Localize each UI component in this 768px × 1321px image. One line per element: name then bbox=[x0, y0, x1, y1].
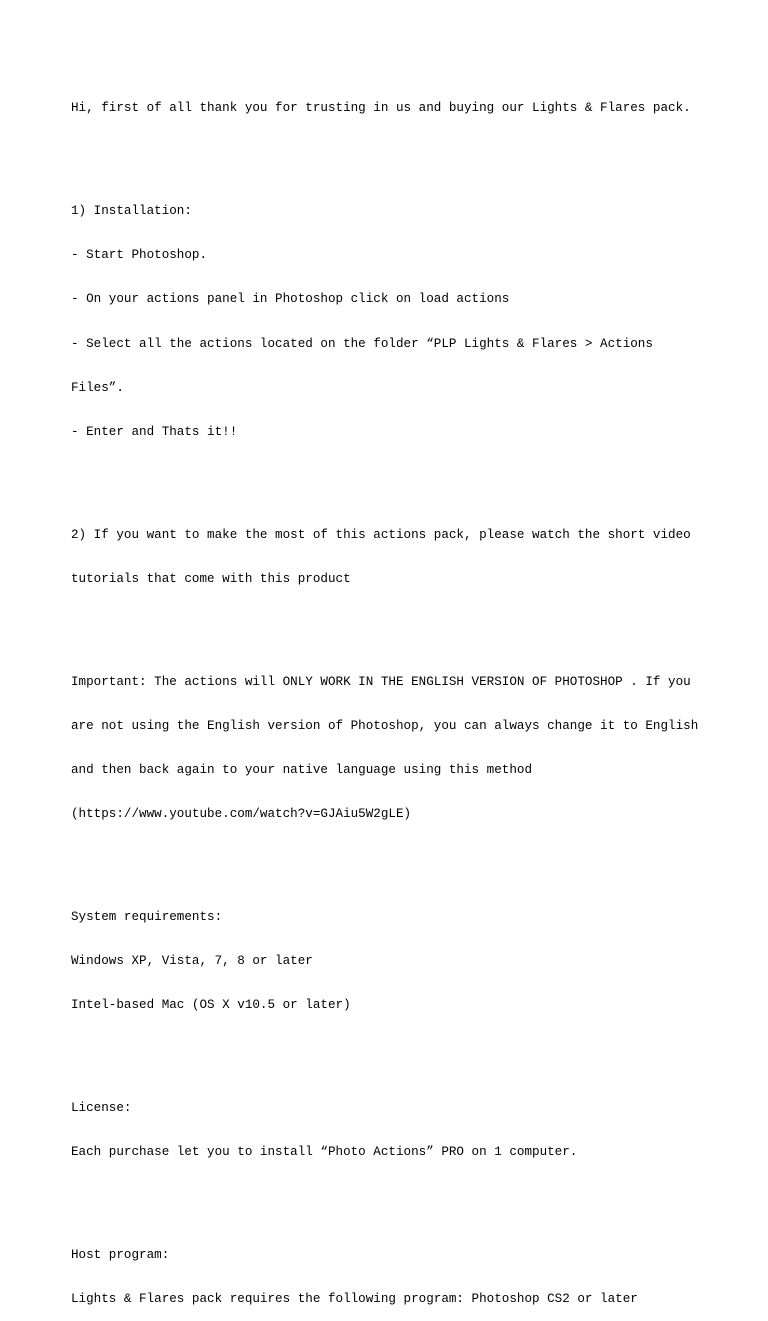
host-program-heading: Host program: bbox=[71, 1247, 170, 1262]
blank-line bbox=[71, 616, 711, 631]
installation-step: - Enter and Thats it!! bbox=[71, 424, 238, 439]
blank-line bbox=[71, 851, 711, 866]
important-text: are not using the English version of Photoshop, you can always change it to English bbox=[71, 718, 699, 733]
intro-text: Hi, first of all thank you for trusting in us and buying our Lights & Flares pack. bbox=[71, 101, 691, 116]
blank-line bbox=[71, 146, 711, 161]
installation-step: - Select all the actions located on the folder “PLP Lights & Flares > Actions bbox=[71, 336, 653, 351]
document-body bbox=[71, 72, 711, 1321]
license-text: Each purchase let you to install “Photo Actions” PRO on 1 computer. bbox=[71, 1144, 578, 1159]
important-text: Important: The actions will ONLY WORK IN THE ENGLISH VERSION OF PHOTOSHOP . If you bbox=[71, 674, 691, 689]
license-heading: License: bbox=[71, 1100, 132, 1115]
host-program-text: Lights & Flares pack requires the following program: Photoshop CS2 or later bbox=[71, 1291, 638, 1306]
tutorials-text: 2) If you want to make the most of this actions pack, please watch the short video bbox=[71, 527, 691, 542]
blank-line bbox=[71, 1189, 711, 1204]
blank-line bbox=[71, 469, 711, 484]
installation-heading: 1) Installation: bbox=[71, 204, 192, 219]
tutorial-url: (https://www.youtube.com/watch?v=GJAiu5W2gLE) bbox=[71, 806, 412, 821]
tutorials-text: tutorials that come with this product bbox=[71, 571, 351, 586]
installation-step: - On your actions panel in Photoshop click on load actions bbox=[71, 292, 510, 307]
installation-step: Files”. bbox=[71, 380, 124, 395]
blank-line bbox=[71, 1042, 711, 1057]
installation-step: - Start Photoshop. bbox=[71, 248, 208, 263]
important-text: and then back again to your native language using this method bbox=[71, 762, 533, 777]
system-requirement: Intel-based Mac (OS X v10.5 or later) bbox=[71, 998, 351, 1012]
system-requirement: Windows XP, Vista, 7, 8 or later bbox=[71, 953, 313, 968]
system-requirements-heading: System requirements: bbox=[71, 909, 223, 924]
